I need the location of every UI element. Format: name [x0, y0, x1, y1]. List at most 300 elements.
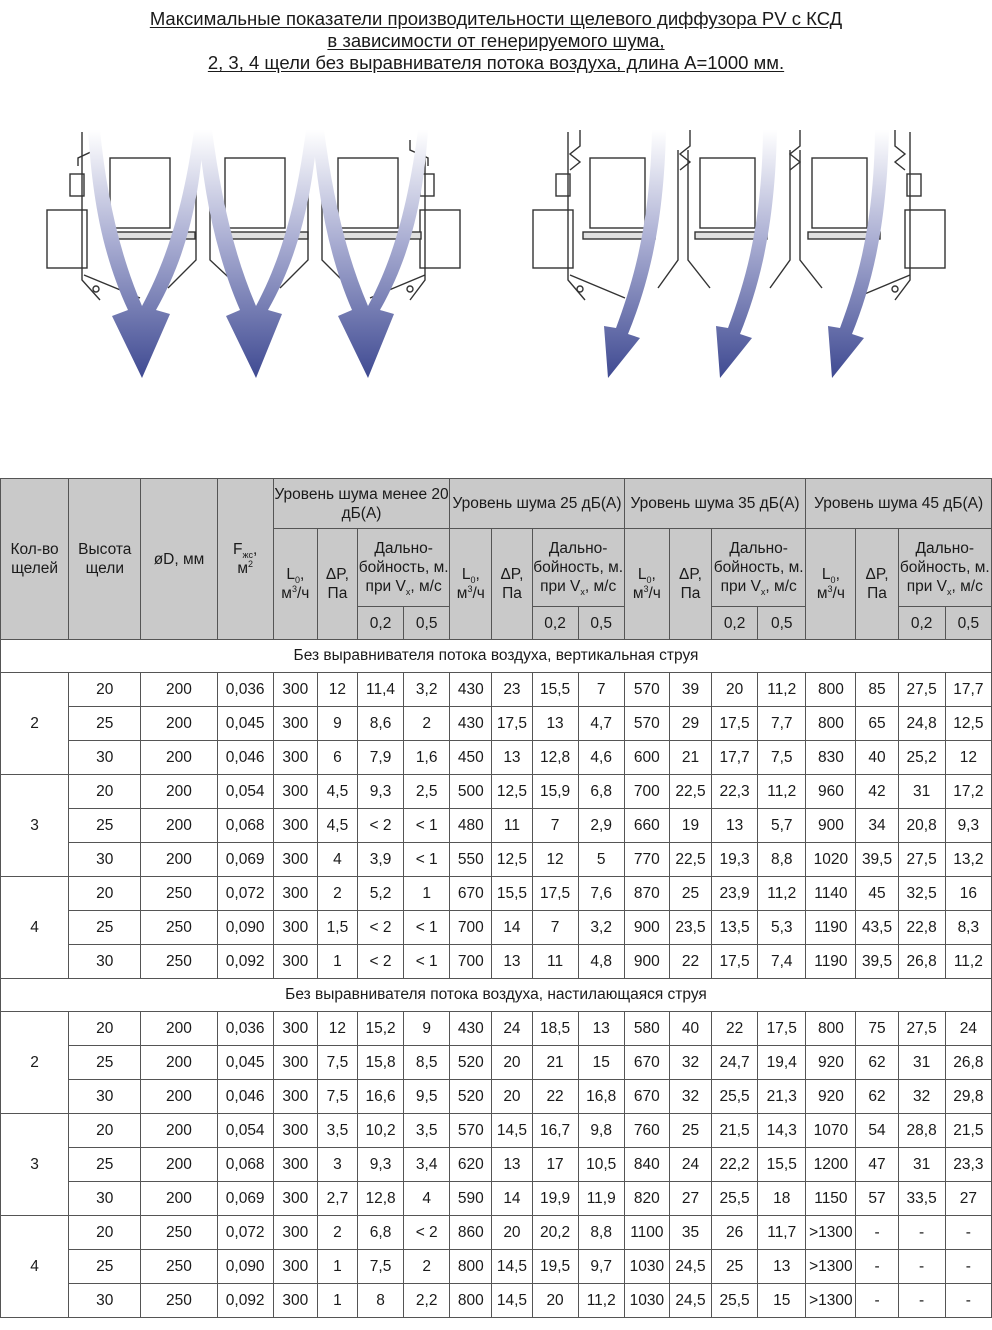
table-cell: 18,5 — [532, 1012, 578, 1046]
table-cell: 23,3 — [945, 1148, 991, 1182]
table-cell: 670 — [624, 1080, 669, 1114]
table-cell: 0,036 — [217, 1012, 273, 1046]
header-noise-45: Уровень шума 45 дБ(А) — [806, 479, 992, 529]
table-cell: 7,7 — [758, 707, 806, 741]
header-velocity-02: 0,2 — [357, 607, 403, 640]
table-cell: 200 — [141, 1012, 217, 1046]
table-cell: 13 — [492, 741, 532, 775]
table-cell: 570 — [450, 1114, 492, 1148]
table-cell: 960 — [806, 775, 856, 809]
table-cell: 300 — [273, 1012, 317, 1046]
table-cell: 0,090 — [217, 911, 273, 945]
table-cell: 430 — [450, 707, 492, 741]
table-cell: 21,3 — [758, 1080, 806, 1114]
table-cell: 12,5 — [492, 843, 532, 877]
table-cell: 15 — [758, 1284, 806, 1318]
table-cell: 29 — [669, 707, 711, 741]
table-cell: 13 — [758, 1250, 806, 1284]
table-cell: 24,7 — [712, 1046, 758, 1080]
table-cell: 10,2 — [357, 1114, 403, 1148]
table-cell: 3 — [317, 1148, 357, 1182]
table-cell: 520 — [450, 1046, 492, 1080]
table-cell: 1100 — [624, 1216, 669, 1250]
table-cell: 250 — [141, 877, 217, 911]
table-cell: 920 — [806, 1046, 856, 1080]
table-cell: < 1 — [404, 945, 450, 979]
table-cell: 300 — [273, 1148, 317, 1182]
table-cell: 200 — [141, 707, 217, 741]
table-cell: 2,2 — [404, 1284, 450, 1318]
table-cell: 9,7 — [578, 1250, 624, 1284]
table-cell: 32 — [669, 1080, 711, 1114]
table-cell: 480 — [450, 809, 492, 843]
table-cell: 700 — [450, 911, 492, 945]
table-cell: 8,8 — [758, 843, 806, 877]
table-cell: 13,5 — [712, 911, 758, 945]
table-cell: - — [898, 1250, 945, 1284]
table-cell: 670 — [624, 1046, 669, 1080]
table-cell: 25 — [69, 1046, 141, 1080]
table-cell: 570 — [624, 707, 669, 741]
table-cell: 11,2 — [578, 1284, 624, 1318]
table-cell: 24 — [492, 1012, 532, 1046]
table-cell: 22,5 — [669, 843, 711, 877]
table-cell: 200 — [141, 809, 217, 843]
table-cell: 30 — [69, 1182, 141, 1216]
table-cell: 11,2 — [945, 945, 991, 979]
table-cell: 13 — [492, 945, 532, 979]
table-row — [1, 1012, 992, 1046]
table-cell: 3,5 — [404, 1114, 450, 1148]
table-cell: 22,5 — [669, 775, 711, 809]
table-cell: 4,6 — [578, 741, 624, 775]
table-cell: 21 — [669, 741, 711, 775]
table-cell: 200 — [141, 1114, 217, 1148]
header-slots: Кол-во щелей — [1, 479, 69, 640]
table-cell: 4 — [317, 843, 357, 877]
table-cell: 16,7 — [532, 1114, 578, 1148]
table-cell: 1070 — [806, 1114, 856, 1148]
table-cell: 62 — [856, 1080, 898, 1114]
table-cell: 45 — [856, 877, 898, 911]
table-cell: 430 — [450, 673, 492, 707]
table-cell: 1 — [317, 945, 357, 979]
table-cell: 7 — [532, 911, 578, 945]
table-cell: 32,5 — [898, 877, 945, 911]
table-cell: 5,3 — [758, 911, 806, 945]
table-cell: 4,7 — [578, 707, 624, 741]
table-cell: 20 — [69, 775, 141, 809]
table-cell: >1300 — [806, 1216, 856, 1250]
header-pressure: ΔP, Па — [317, 529, 357, 640]
table-cell: 250 — [141, 945, 217, 979]
table-cell: 770 — [624, 843, 669, 877]
table-cell: 19 — [669, 809, 711, 843]
table-cell: 12,8 — [357, 1182, 403, 1216]
table-cell: 1,6 — [404, 741, 450, 775]
title-line-1: Максимальные показатели производительности щелевого диффузора PV с КСД — [149, 8, 843, 29]
table-cell: 5,7 — [758, 809, 806, 843]
table-cell: 300 — [273, 843, 317, 877]
diffuser-illustration — [0, 110, 992, 410]
table-cell: - — [856, 1216, 898, 1250]
table-cell: 200 — [141, 673, 217, 707]
table-cell: 700 — [450, 945, 492, 979]
table-cell: 57 — [856, 1182, 898, 1216]
table-cell: 2,9 — [578, 809, 624, 843]
table-cell: 14,3 — [758, 1114, 806, 1148]
table-cell: 8,3 — [945, 911, 991, 945]
table-cell: 26,8 — [945, 1046, 991, 1080]
header-flow: $L_0$, $м^3/ч$ — [624, 529, 669, 640]
table-cell: 0,045 — [217, 707, 273, 741]
table-cell: 15,5 — [532, 673, 578, 707]
table-cell: 7,5 — [317, 1080, 357, 1114]
header-noise-25: Уровень шума 25 дБ(А) — [450, 479, 625, 529]
table-cell: 25,5 — [712, 1182, 758, 1216]
table-cell: 15,2 — [357, 1012, 403, 1046]
table-cell: 17,5 — [492, 707, 532, 741]
table-cell: 17,7 — [712, 741, 758, 775]
table-cell: - — [898, 1216, 945, 1250]
table-cell: 0,068 — [217, 809, 273, 843]
header-velocity-02: 0,2 — [532, 607, 578, 640]
table-cell: 24 — [669, 1148, 711, 1182]
table-cell: 0,045 — [217, 1046, 273, 1080]
section-title: Без выравнивателя потока воздуха, настилающаяся струя — [1, 979, 992, 1012]
table-cell: 700 — [624, 775, 669, 809]
header-slot-height: Высота щели — [69, 479, 141, 640]
table-cell: 31 — [898, 1046, 945, 1080]
table-cell: 300 — [273, 911, 317, 945]
header-flow: $L_0$, $м^3/ч$ — [806, 529, 856, 640]
table-cell: 27,5 — [898, 673, 945, 707]
table-cell: 200 — [141, 1148, 217, 1182]
table-cell: 590 — [450, 1182, 492, 1216]
table-cell: 4,8 — [578, 945, 624, 979]
table-cell: 30 — [69, 741, 141, 775]
table-cell: - — [945, 1216, 991, 1250]
table-cell: 860 — [450, 1216, 492, 1250]
table-cell: 520 — [450, 1080, 492, 1114]
table-cell: 9,3 — [357, 1148, 403, 1182]
table-row — [1, 741, 992, 775]
table-cell: 9 — [317, 707, 357, 741]
table-cell: 11,9 — [578, 1182, 624, 1216]
table-row — [1, 1148, 992, 1182]
table-cell: 430 — [450, 1012, 492, 1046]
table-cell: 47 — [856, 1148, 898, 1182]
header-velocity-02: 0,2 — [898, 607, 945, 640]
table-cell: 2 — [317, 877, 357, 911]
table-cell: 24,5 — [669, 1250, 711, 1284]
table-cell: 200 — [141, 741, 217, 775]
table-cell: 32 — [898, 1080, 945, 1114]
table-cell: 200 — [141, 1046, 217, 1080]
slots-count: 2 — [1, 673, 69, 775]
table-cell: 20 — [492, 1046, 532, 1080]
table-cell: 0,092 — [217, 1284, 273, 1318]
table-cell: - — [856, 1250, 898, 1284]
table-cell: 6 — [317, 741, 357, 775]
table-cell: 1030 — [624, 1250, 669, 1284]
slots-count: 4 — [1, 877, 69, 979]
header-range: Дально-бойность, м. при $V_x$, м/с — [898, 529, 991, 607]
table-cell: 3,2 — [404, 673, 450, 707]
table-cell: 25 — [669, 877, 711, 911]
header-range: Дально-бойность, м. при $V_x$, м/с — [532, 529, 624, 607]
table-cell: 12 — [317, 1012, 357, 1046]
table-cell: 17,5 — [758, 1012, 806, 1046]
table-cell: 21,5 — [945, 1114, 991, 1148]
table-cell: 21,5 — [712, 1114, 758, 1148]
table-cell: 7,4 — [758, 945, 806, 979]
table-cell: - — [945, 1250, 991, 1284]
table-cell: 25,2 — [898, 741, 945, 775]
table-cell: 9,3 — [945, 809, 991, 843]
table-cell: 17,5 — [712, 707, 758, 741]
table-cell: >1300 — [806, 1284, 856, 1318]
table-cell: 6,8 — [357, 1216, 403, 1250]
table-cell: < 1 — [404, 911, 450, 945]
table-cell: 300 — [273, 1284, 317, 1318]
table-cell: 0,068 — [217, 1148, 273, 1182]
table-cell: 12,8 — [532, 741, 578, 775]
table-cell: 11,2 — [758, 775, 806, 809]
table-cell: 16,6 — [357, 1080, 403, 1114]
table-cell: 1020 — [806, 843, 856, 877]
title-line-3: 2, 3, 4 щели без выравнивателя потока воздуха, длина А=1000 мм. — [207, 52, 785, 73]
header-noise-35: Уровень шума 35 дБ(А) — [624, 479, 806, 529]
table-cell: 35 — [669, 1216, 711, 1250]
table-cell: 18 — [758, 1182, 806, 1216]
table-cell: 10,5 — [578, 1148, 624, 1182]
table-cell: 5,2 — [357, 877, 403, 911]
table-cell: 11,2 — [758, 673, 806, 707]
header-pressure: ΔP, Па — [492, 529, 532, 640]
table-cell: 22,3 — [712, 775, 758, 809]
table-cell: 200 — [141, 775, 217, 809]
table-cell: 1190 — [806, 945, 856, 979]
table-cell: 25 — [69, 911, 141, 945]
airflow-arrows-attached — [604, 130, 889, 378]
table-cell: 2,5 — [404, 775, 450, 809]
table-cell: 8,6 — [357, 707, 403, 741]
table-row — [1, 1114, 992, 1148]
table-cell: 900 — [806, 809, 856, 843]
table-cell: 11 — [532, 945, 578, 979]
table-row — [1, 1080, 992, 1114]
table-cell: 25 — [669, 1114, 711, 1148]
table-cell: 11,7 — [758, 1216, 806, 1250]
table-cell: - — [945, 1284, 991, 1318]
table-cell: 300 — [273, 707, 317, 741]
table-cell: 14 — [492, 1182, 532, 1216]
table-cell: 25,5 — [712, 1080, 758, 1114]
table-cell: 16 — [945, 877, 991, 911]
table-cell: 7,5 — [357, 1250, 403, 1284]
table-cell: 29,8 — [945, 1080, 991, 1114]
table-cell: 7,5 — [758, 741, 806, 775]
table-cell: 9,3 — [357, 775, 403, 809]
table-cell: 7,6 — [578, 877, 624, 911]
table-row — [1, 707, 992, 741]
table-cell: 20 — [69, 1114, 141, 1148]
table-cell: 16,8 — [578, 1080, 624, 1114]
table-cell: 17 — [532, 1148, 578, 1182]
table-cell: 9,5 — [404, 1080, 450, 1114]
table-cell: 14 — [492, 911, 532, 945]
table-cell: 27 — [945, 1182, 991, 1216]
table-row — [1, 945, 992, 979]
table-cell: 22,8 — [898, 911, 945, 945]
table-cell: 24 — [945, 1012, 991, 1046]
table-cell: 800 — [450, 1284, 492, 1318]
table-cell: < 2 — [357, 809, 403, 843]
table-row — [1, 1182, 992, 1216]
table-cell: 3,2 — [578, 911, 624, 945]
table-cell: 20,8 — [898, 809, 945, 843]
table-cell: 12,5 — [945, 707, 991, 741]
table-cell: 15 — [578, 1046, 624, 1080]
table-cell: - — [856, 1284, 898, 1318]
header-range: Дально-бойность, м. при $V_x$, м/с — [712, 529, 806, 607]
table-cell: 27 — [669, 1182, 711, 1216]
table-cell: 800 — [450, 1250, 492, 1284]
table-row — [1, 877, 992, 911]
table-cell: 30 — [69, 843, 141, 877]
table-cell: 54 — [856, 1114, 898, 1148]
table-cell: >1300 — [806, 1250, 856, 1284]
table-cell: 8 — [357, 1284, 403, 1318]
table-cell: 870 — [624, 877, 669, 911]
table-cell: 4,5 — [317, 809, 357, 843]
table-cell: 500 — [450, 775, 492, 809]
table-cell: 27,5 — [898, 843, 945, 877]
table-row — [1, 843, 992, 877]
table-cell: 30 — [69, 945, 141, 979]
table-cell: 5 — [578, 843, 624, 877]
table-cell: 670 — [450, 877, 492, 911]
table-row — [1, 1046, 992, 1080]
table-cell: 3,5 — [317, 1114, 357, 1148]
table-cell: 7,9 — [357, 741, 403, 775]
slots-count: 4 — [1, 1216, 69, 1318]
table-cell: 23,9 — [712, 877, 758, 911]
table-cell: 39 — [669, 673, 711, 707]
table-cell: 42 — [856, 775, 898, 809]
table-cell: 11,2 — [758, 877, 806, 911]
table-cell: 580 — [624, 1012, 669, 1046]
table-cell: 1190 — [806, 911, 856, 945]
table-cell: 20 — [492, 1080, 532, 1114]
table-cell: 1 — [317, 1250, 357, 1284]
table-cell: 15,8 — [357, 1046, 403, 1080]
table-cell: 7 — [578, 673, 624, 707]
table-cell: 800 — [806, 707, 856, 741]
table-cell: 760 — [624, 1114, 669, 1148]
table-cell: 9 — [404, 1012, 450, 1046]
table-cell: 4,5 — [317, 775, 357, 809]
table-row — [1, 911, 992, 945]
table-cell: 620 — [450, 1148, 492, 1182]
table-cell: 22 — [532, 1080, 578, 1114]
table-cell: 0,092 — [217, 945, 273, 979]
header-diameter: øD, мм — [141, 479, 217, 640]
table-cell: < 1 — [404, 843, 450, 877]
table-cell: 900 — [624, 911, 669, 945]
table-row — [1, 775, 992, 809]
table-row — [1, 673, 992, 707]
table-cell: 0,036 — [217, 673, 273, 707]
table-cell: 15,5 — [758, 1148, 806, 1182]
header-area: $F_{жс}$, $м^2$ — [217, 479, 273, 640]
table-cell: 300 — [273, 673, 317, 707]
header-flow: $L_0$, $м^3/ч$ — [450, 529, 492, 640]
table-cell: 8,8 — [578, 1216, 624, 1250]
table-cell: 13,2 — [945, 843, 991, 877]
table-cell: 32 — [669, 1046, 711, 1080]
table-cell: 43,5 — [856, 911, 898, 945]
table-cell: 39,5 — [856, 843, 898, 877]
table-cell: 13 — [492, 1148, 532, 1182]
table-cell: 1140 — [806, 877, 856, 911]
table-cell: 450 — [450, 741, 492, 775]
table-cell: 300 — [273, 775, 317, 809]
table-cell: 19,9 — [532, 1182, 578, 1216]
table-cell: 17,5 — [712, 945, 758, 979]
table-cell: 300 — [273, 1216, 317, 1250]
table-cell: 85 — [856, 673, 898, 707]
table-cell: 14,5 — [492, 1114, 532, 1148]
section-title: Без выравнивателя потока воздуха, вертикальная струя — [1, 640, 992, 673]
table-cell: 12,5 — [492, 775, 532, 809]
table-cell: 12 — [317, 673, 357, 707]
table-cell: 19,4 — [758, 1046, 806, 1080]
table-cell: 27,5 — [898, 1012, 945, 1046]
table-cell: 17,2 — [945, 775, 991, 809]
table-cell: 11,4 — [357, 673, 403, 707]
table-cell: < 2 — [357, 945, 403, 979]
table-cell: 17,7 — [945, 673, 991, 707]
table-cell: 20 — [712, 673, 758, 707]
table-cell: 300 — [273, 877, 317, 911]
header-range: Дально-бойность, м. при $V_x$, м/с — [357, 529, 449, 607]
table-cell: 65 — [856, 707, 898, 741]
table-cell: 23 — [492, 673, 532, 707]
table-cell: 900 — [624, 945, 669, 979]
table-cell: 20 — [69, 673, 141, 707]
table-cell: 12 — [532, 843, 578, 877]
table-row — [1, 1216, 992, 1250]
table-cell: 250 — [141, 1250, 217, 1284]
table-cell: 34 — [856, 809, 898, 843]
table-cell: 12 — [945, 741, 991, 775]
table-cell: 24,5 — [669, 1284, 711, 1318]
table-cell: 17,5 — [532, 877, 578, 911]
table-cell: 25 — [69, 707, 141, 741]
table-cell: 24,8 — [898, 707, 945, 741]
table-cell: 250 — [141, 1284, 217, 1318]
table-cell: 1200 — [806, 1148, 856, 1182]
table-cell: 570 — [624, 673, 669, 707]
table-row — [1, 809, 992, 843]
table-cell: 20,2 — [532, 1216, 578, 1250]
table-cell: 300 — [273, 741, 317, 775]
table-cell: 0,046 — [217, 1080, 273, 1114]
header-pressure: ΔP, Па — [669, 529, 711, 640]
table-cell: 25 — [69, 1250, 141, 1284]
